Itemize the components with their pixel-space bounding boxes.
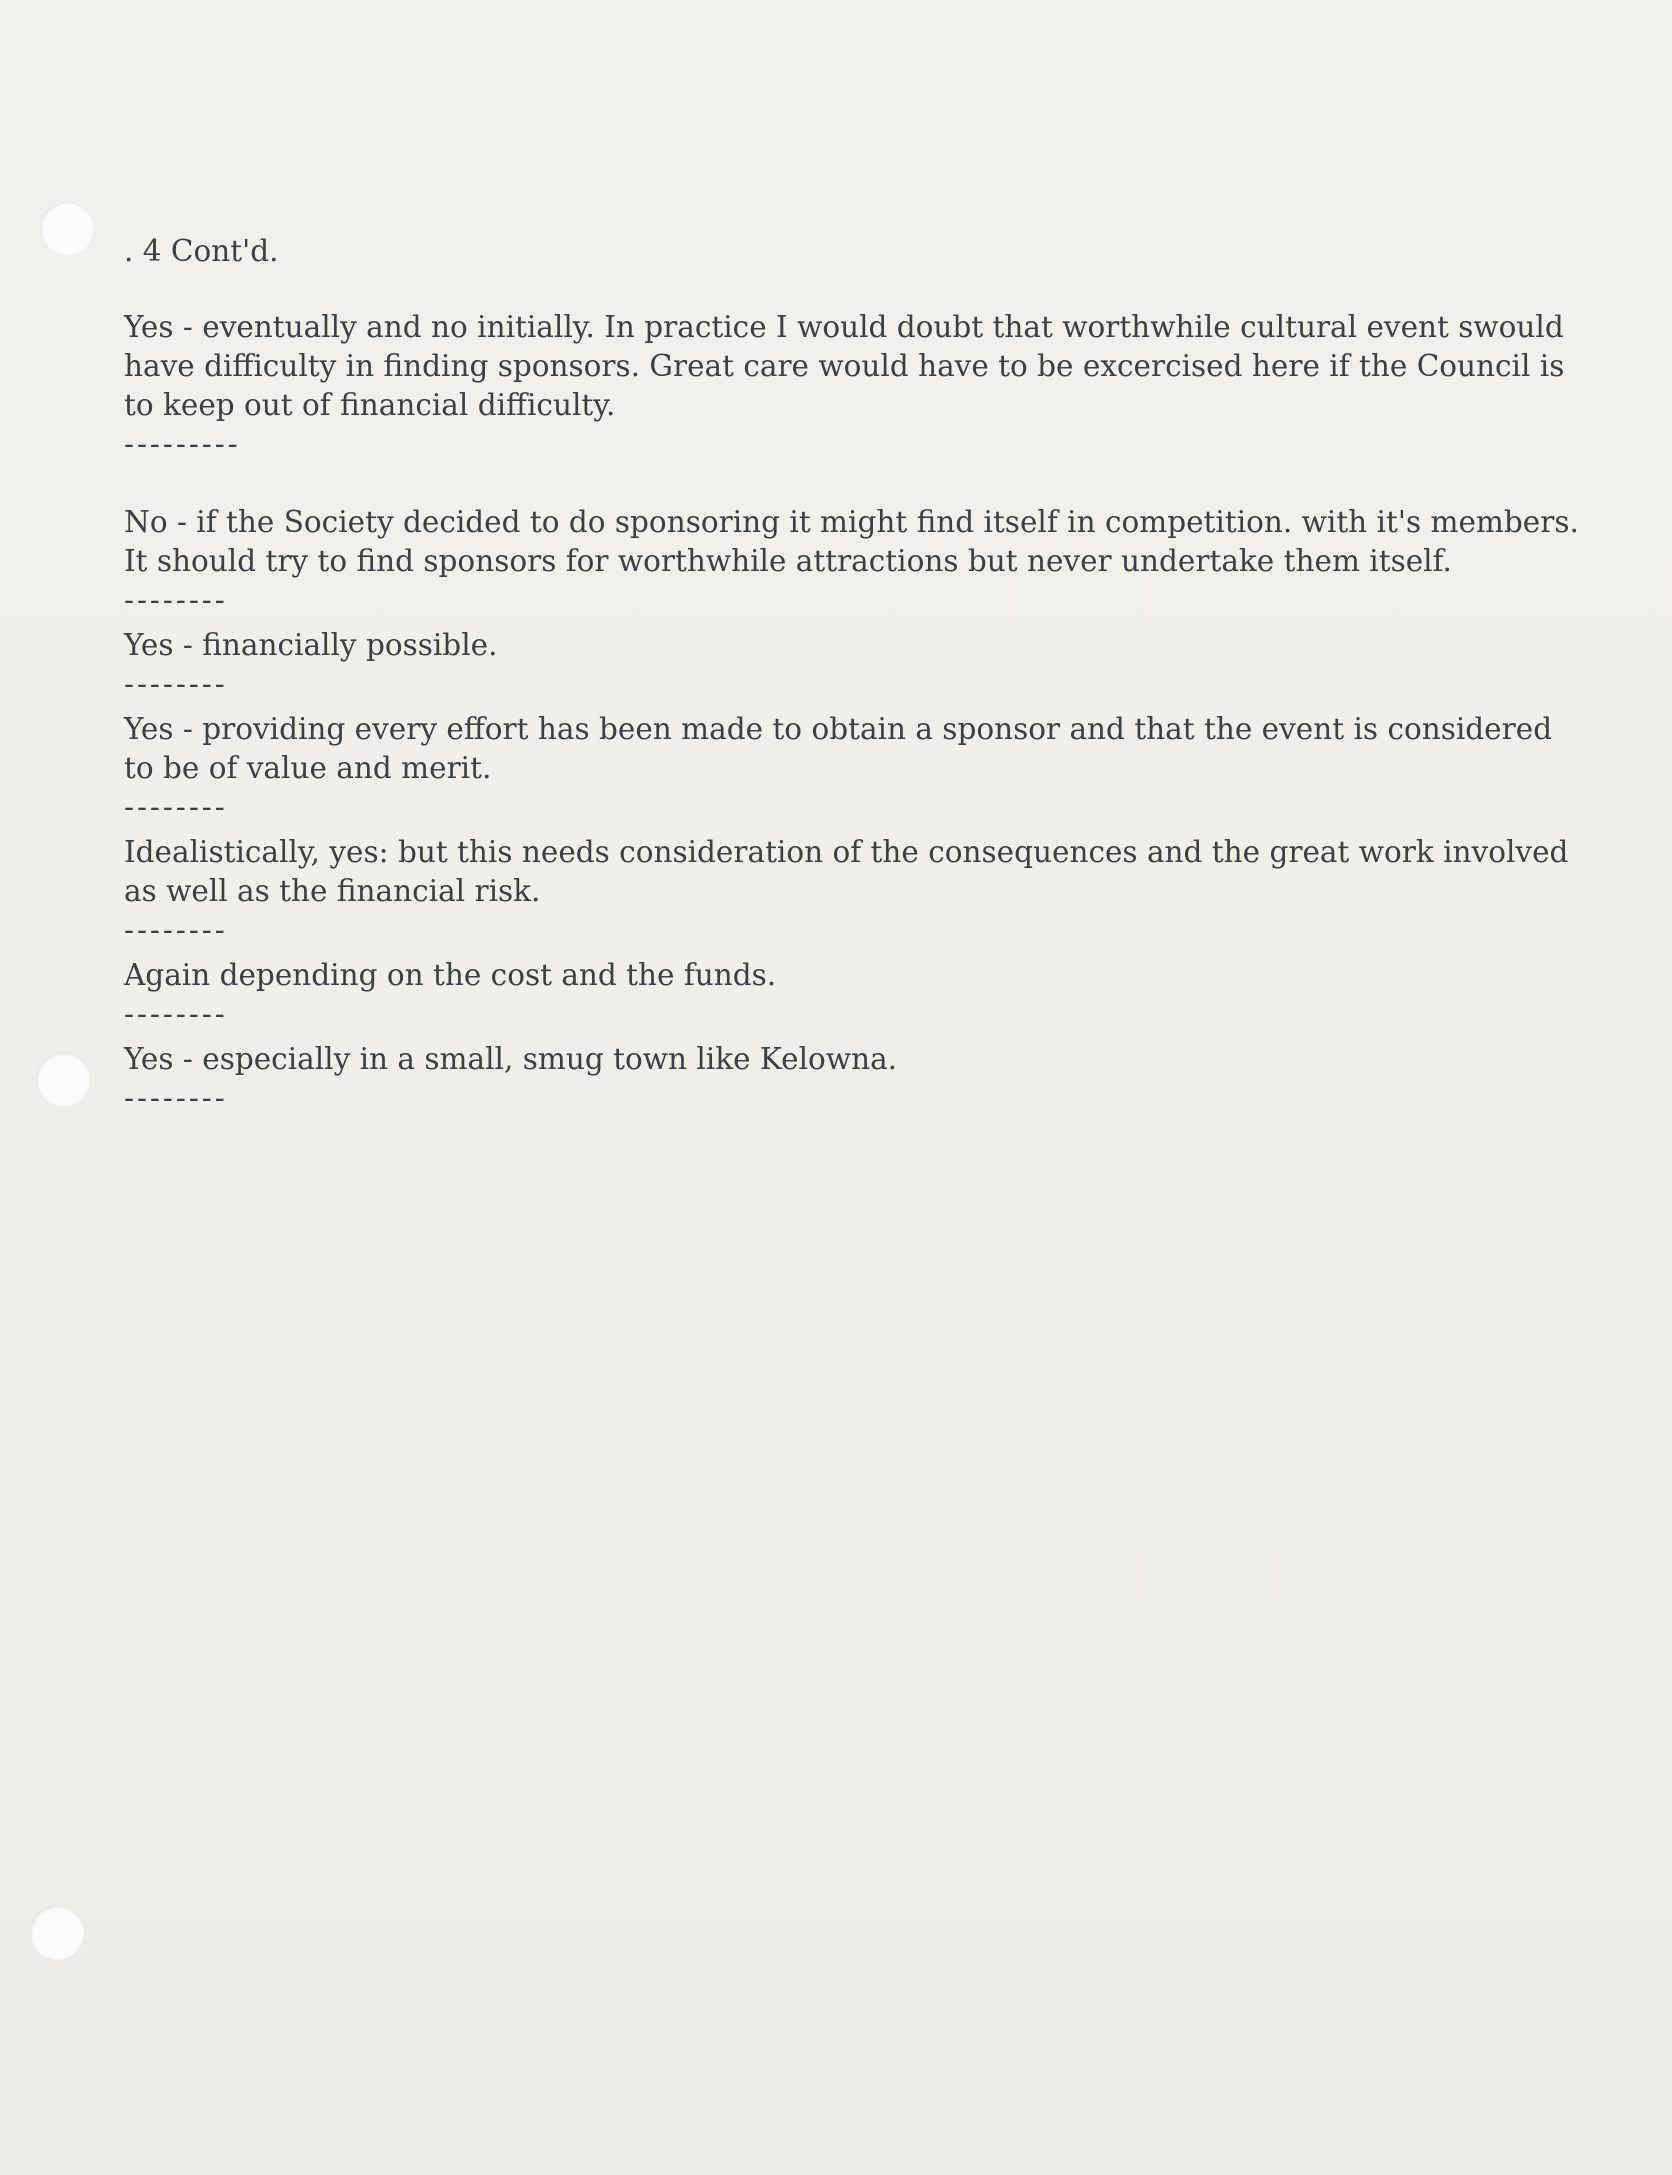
- separator-6: --------: [124, 997, 228, 1031]
- punch-hole-bottom: [30, 1906, 84, 1960]
- response-paragraph-2: No - if the Society decided to do sponsoring it might find itself in competition. with it's members. It should try to find sponsors for worthwhile attractions but never undertake them itself.: [124, 505, 1579, 578]
- separator-1: ---------: [124, 427, 241, 461]
- response-paragraph-4: Yes - providing every effort has been made to obtain a sponsor and that the event is considered to be of value and merit.: [124, 712, 1553, 785]
- response-paragraph-1: Yes - eventually and no initially. In practice I would doubt that worthwhile cultural event swould have difficulty in finding sponsors. Great care would have to be excercised here if the Council is to keep out of financial difficulty.: [124, 310, 1565, 422]
- response-paragraph-6: Again depending on the cost and the funds.: [124, 958, 777, 992]
- separator-2: --------: [124, 583, 228, 617]
- separator-7: --------: [124, 1081, 228, 1115]
- section-header: . 4 Cont'd.: [124, 234, 279, 268]
- response-paragraph-3: Yes - financially possible.: [124, 628, 498, 662]
- punch-hole-top: [40, 202, 94, 256]
- document-body: [124, 232, 1584, 1118]
- response-paragraph-5: Idealistically, yes: but this needs consideration of the consequences and the great work involved as well as the financial risk.: [124, 835, 1569, 908]
- separator-4: --------: [124, 790, 228, 824]
- separator-3: --------: [124, 667, 228, 701]
- response-paragraph-7: Yes - especially in a small, smug town like Kelowna.: [124, 1042, 898, 1076]
- punch-hole-middle: [36, 1053, 90, 1107]
- separator-5: --------: [124, 913, 228, 947]
